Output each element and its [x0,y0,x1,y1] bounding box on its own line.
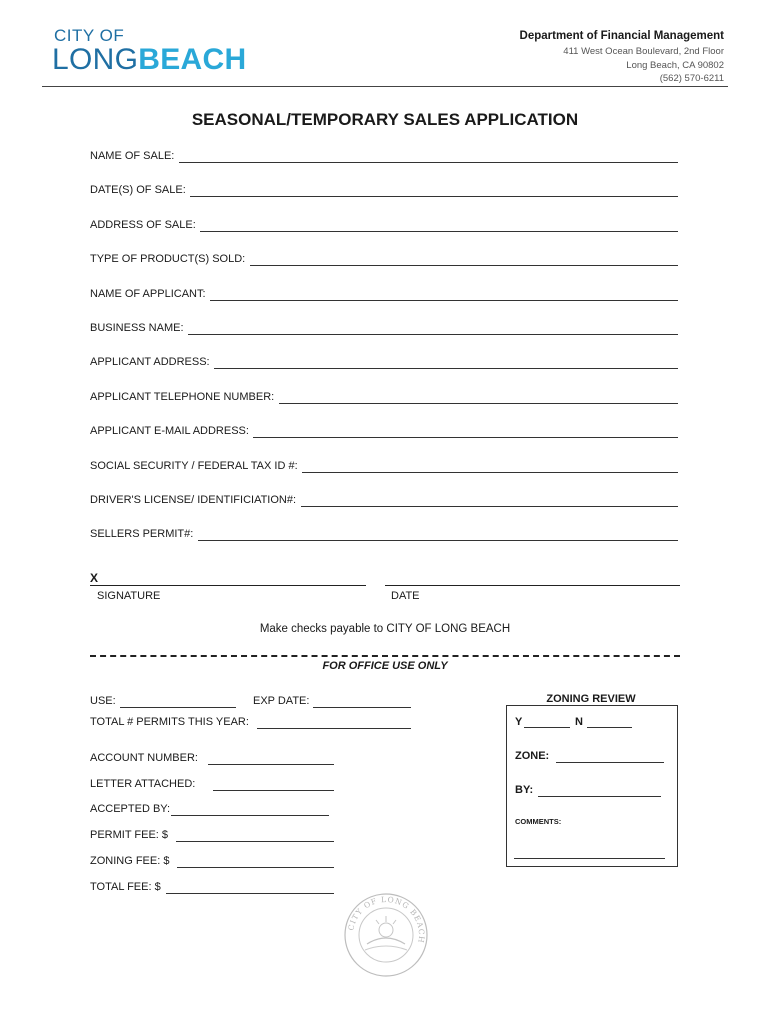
letter-attached-field [90,778,195,790]
phone: (562) 570-6211 [659,73,724,84]
permit-fee-field [90,829,168,841]
field-row [90,494,296,506]
zoning-fee-line[interactable] [177,867,334,868]
zoning-fee-label: ZONING FEE: $ [90,855,170,867]
comments-line[interactable] [514,858,665,859]
signature-label: SIGNATURE [97,590,161,602]
by-label: BY: [515,784,534,796]
n-line[interactable] [587,727,632,728]
signature-line[interactable] [90,585,366,586]
accepted-by-field [90,803,170,815]
logo-beach: BEACH [138,43,247,76]
field-input-line[interactable] [190,196,678,197]
n-field [575,716,583,728]
y-line[interactable] [524,727,570,728]
field-label: APPLICANT E-MAIL ADDRESS: [90,425,249,438]
field-input-line[interactable] [198,540,678,541]
exp-date-label: EXP DATE: [253,695,310,707]
field-label: NAME OF APPLICANT: [90,287,206,300]
use-label: USE: [90,695,116,707]
y-label: Y [515,716,523,728]
form-title: SEASONAL/TEMPORARY SALES APPLICATION [191,110,579,129]
accepted-by-line[interactable] [171,815,329,816]
permit-fee-label: PERMIT FEE: $ [90,829,169,841]
logo-long: LONG [52,43,139,76]
cut-line [90,655,680,657]
field-input-line[interactable] [179,162,678,163]
field-row [90,288,206,300]
office-use-heading: FOR OFFICE USE ONLY [322,660,448,672]
field-label: NAME OF SALE: [90,150,175,162]
exp-date-field [253,695,309,707]
field-input-line[interactable] [253,437,678,438]
field-input-line[interactable] [214,368,678,369]
field-row [90,184,186,196]
field-row [90,425,249,437]
zoning-review-title: ZONING REVIEW [546,693,636,705]
address-line-2: Long Beach, CA 90802 [626,60,724,71]
date-line[interactable] [385,585,680,586]
n-label: N [575,716,583,728]
by-line[interactable] [538,796,661,797]
field-input-line[interactable] [250,265,678,266]
field-row [90,150,174,162]
field-label: DATE(S) OF SALE: [90,184,186,197]
total-permits-field [90,716,249,728]
city-seal-icon [343,892,429,978]
date-label: DATE [391,590,420,602]
field-row [90,219,196,231]
zone-field [515,750,549,762]
field-row [90,460,298,472]
permit-fee-line[interactable] [176,841,334,842]
field-label: ADDRESS OF SALE: [90,218,196,231]
field-label: SOCIAL SECURITY / FEDERAL TAX ID #: [90,459,298,472]
field-label: DRIVER'S LICENSE/ IDENTIFICIATION#: [90,494,297,506]
total-fee-field [90,881,161,893]
account-number-label: ACCOUNT NUMBER: [90,752,198,764]
total-permits-line[interactable] [257,728,411,729]
checks-payable-note: Make checks payable to CITY OF LONG BEACH [259,623,511,635]
field-input-line[interactable] [210,300,678,301]
field-input-line[interactable] [302,472,678,473]
account-number-line[interactable] [208,764,334,765]
field-input-line[interactable] [301,506,678,507]
field-label: APPLICANT ADDRESS: [90,356,210,369]
field-label: APPLICANT TELEPHONE NUMBER: [90,390,275,403]
total-fee-label: TOTAL FEE: $ [90,881,161,893]
address-line-1: 411 West Ocean Boulevard, 2nd Floor [563,46,724,57]
field-input-line[interactable] [200,231,678,232]
logo-long-beach [52,43,246,77]
field-row [90,391,274,403]
field-row [90,322,184,334]
field-input-line[interactable] [188,334,678,335]
field-label: SELLERS PERMIT#: [90,528,194,541]
seal-text: CITY OF LONG BEACH [346,894,427,945]
signature-x-mark: X [90,571,99,585]
field-row [90,528,193,540]
field-row [90,356,210,368]
account-number-field [90,752,198,764]
accepted-by-label: ACCEPTED BY: [90,803,171,815]
zone-label: ZONE: [515,750,550,762]
use-field [90,695,116,707]
field-input-line[interactable] [279,403,678,404]
letter-attached-label: LETTER ATTACHED: [90,778,196,790]
field-label: TYPE OF PRODUCT(S) SOLD: [90,253,246,266]
field-label: BUSINESS NAME: [90,322,184,334]
zone-line[interactable] [556,762,664,763]
total-permits-label: TOTAL # PERMITS THIS YEAR: [90,716,249,728]
logo-city-of: CITY OF [54,26,125,45]
department-name: Department of Financial Management [519,30,724,42]
by-field [515,784,533,796]
use-line[interactable] [120,707,236,708]
total-fee-line[interactable] [166,893,334,894]
y-field [515,716,522,728]
zoning-fee-field [90,855,169,867]
exp-date-line[interactable] [313,707,411,708]
header-divider [42,86,728,87]
field-row [90,253,245,265]
comments-label: COMMENTS: [515,817,562,826]
letter-attached-line[interactable] [213,790,334,791]
